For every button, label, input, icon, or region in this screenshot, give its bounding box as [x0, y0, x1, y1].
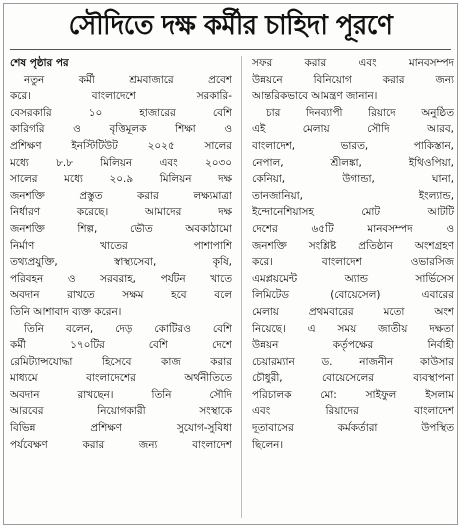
- text-line: সালের মধ্যে ২০.৯ মিলিয়ন দক্ষ: [10, 173, 232, 186]
- text-line: কেনিয়া, উগান্ডা, ঘানা,: [252, 173, 454, 186]
- text-line: নির্ধারণ করেছে। আমাদের দক্ষ: [10, 206, 232, 219]
- continuation-kicker: শেষ পৃষ্ঠার পর: [10, 57, 69, 69]
- text-line: মাধ্যমে বাংলাদেশের অর্থনীতিতে: [10, 372, 232, 385]
- text-line: আরবের নিয়োগকারী সংস্থাকে: [10, 405, 232, 418]
- column-divider: [241, 56, 242, 518]
- text-line: উন্নয়ন কর্তৃপক্ষের নির্বাহী: [252, 339, 454, 352]
- text-line: মধ্যে ৮.৮ মিলিয়ন এবং ২০৩০: [10, 156, 232, 169]
- text-line: মেলায় প্রথমবারের মতো অংশ: [252, 305, 454, 318]
- text-line: পরিবহন ও সরবরাহ, পর্যটন খাতে: [10, 272, 232, 285]
- text-line: কারিগরি ও বৃত্তিমূলক শিক্ষা ও: [10, 123, 232, 136]
- text-line: এই মেলায় সৌদি আরব,: [252, 123, 454, 136]
- text-line: চার দিনব্যাপী রিয়াদে অনুষ্ঠিত: [266, 106, 454, 119]
- text-line: বিভিন্ন প্রশিক্ষণ সুযোগ-সুবিধা: [10, 422, 232, 435]
- text-line: দেশের ৬৫টি মানবসম্পদ ও: [252, 222, 454, 235]
- text-line: এমপ্লয়মেন্ট অ্যান্ড সার্ভিসেস: [252, 272, 454, 285]
- right-column: [252, 55, 454, 453]
- text-line: করে। বাংলাদেশে সরকারি-: [10, 90, 232, 103]
- text-line: নির্মাণ খাতের পাশাপাশি: [10, 239, 232, 252]
- text-line: প্রশিক্ষণ ইনস্টিটিউট ২০২৫ সালের: [10, 139, 232, 152]
- text-line: তানজানিয়া, ইংল্যান্ড,: [252, 189, 454, 202]
- text-line: বাংলাদেশ, ভারত, পাকিস্তান,: [252, 139, 454, 152]
- text-line: লিমিটেড (বোয়েসেল) এবারের: [252, 289, 454, 302]
- text-line: বেসরকারি ১০ হাজারের বেশি: [10, 106, 232, 119]
- text-line: নতুন কর্মী শ্রমবাজারে প্রবেশ: [24, 73, 232, 86]
- text-line: উন্নয়নে বিনিয়োগ করার জন্য: [252, 73, 454, 86]
- text-line: করে। বাংলাদেশ ওভারসিজ: [252, 256, 454, 269]
- headline-rule: [10, 49, 451, 50]
- news-clipping: [3, 3, 458, 525]
- text-line: পর্যবেক্ষণ করার জন্য বাংলাদেশ: [10, 438, 232, 451]
- text-line: তিনি বলেন, দেড় কোটিরও বেশি: [24, 322, 232, 335]
- text-line: এবং রিয়াদের বাংলাদেশ: [252, 405, 454, 418]
- text-line: দূতাবাসের কর্মকর্তারা উপস্থিত: [252, 422, 454, 435]
- text-line: অবদান রাখতে সক্ষম হবে বলে: [10, 289, 232, 302]
- text-line: জনশক্তি প্রস্তুত করার লক্ষ্যমাত্রা: [10, 189, 232, 202]
- text-line: আন্তরিকভাবে আমন্ত্রণ জানান।: [252, 90, 378, 103]
- text-line: কর্মী ১৭০টির বেশি দেশে: [10, 339, 232, 352]
- text-line: পরিচালক মো: সাইফুল ইসলাম: [252, 388, 454, 401]
- left-column: [10, 55, 232, 453]
- text-line: নিয়েছে। এ সময় জাতীয় দক্ষতা: [252, 322, 454, 335]
- text-line: ছিলেন।: [252, 438, 284, 451]
- text-line: নেপাল, শ্রীলঙ্কা, ইথিওপিয়া,: [252, 156, 454, 169]
- text-line: চেয়ারম্যান ড. নাজনীন কাউসার: [252, 355, 454, 368]
- text-line: জনশক্তি সংশ্লিষ্ট প্রতিষ্ঠান অংশগ্রহণ: [252, 239, 454, 252]
- text-line: চৌধুরী, বোয়েসেলের ব্যবস্থাপনা: [252, 372, 454, 385]
- text-line: রেমিট্যান্সযোদ্ধা হিসেবে কাজ করার: [10, 355, 232, 368]
- text-line: তিনি আশাবাদ ব্যক্ত করেন।: [10, 305, 122, 318]
- text-line: সফর করার এবং মানবসম্পদ: [252, 57, 454, 69]
- text-line: ইন্দোনেশিয়াসহ মোট আটটি: [252, 206, 454, 219]
- text-line: তথ্যপ্রযুক্তি, স্বাস্থ্যসেবা, কৃষি,: [10, 256, 232, 269]
- text-line: অবদান রাখছেন। তিনি সৌদি: [10, 388, 232, 401]
- headline: সৌদিতে দক্ষ কর্মীর চাহিদা পূরণে: [68, 10, 393, 41]
- text-line: জনশক্তি শিল্প, ভৌত অবকাঠামো: [10, 222, 232, 235]
